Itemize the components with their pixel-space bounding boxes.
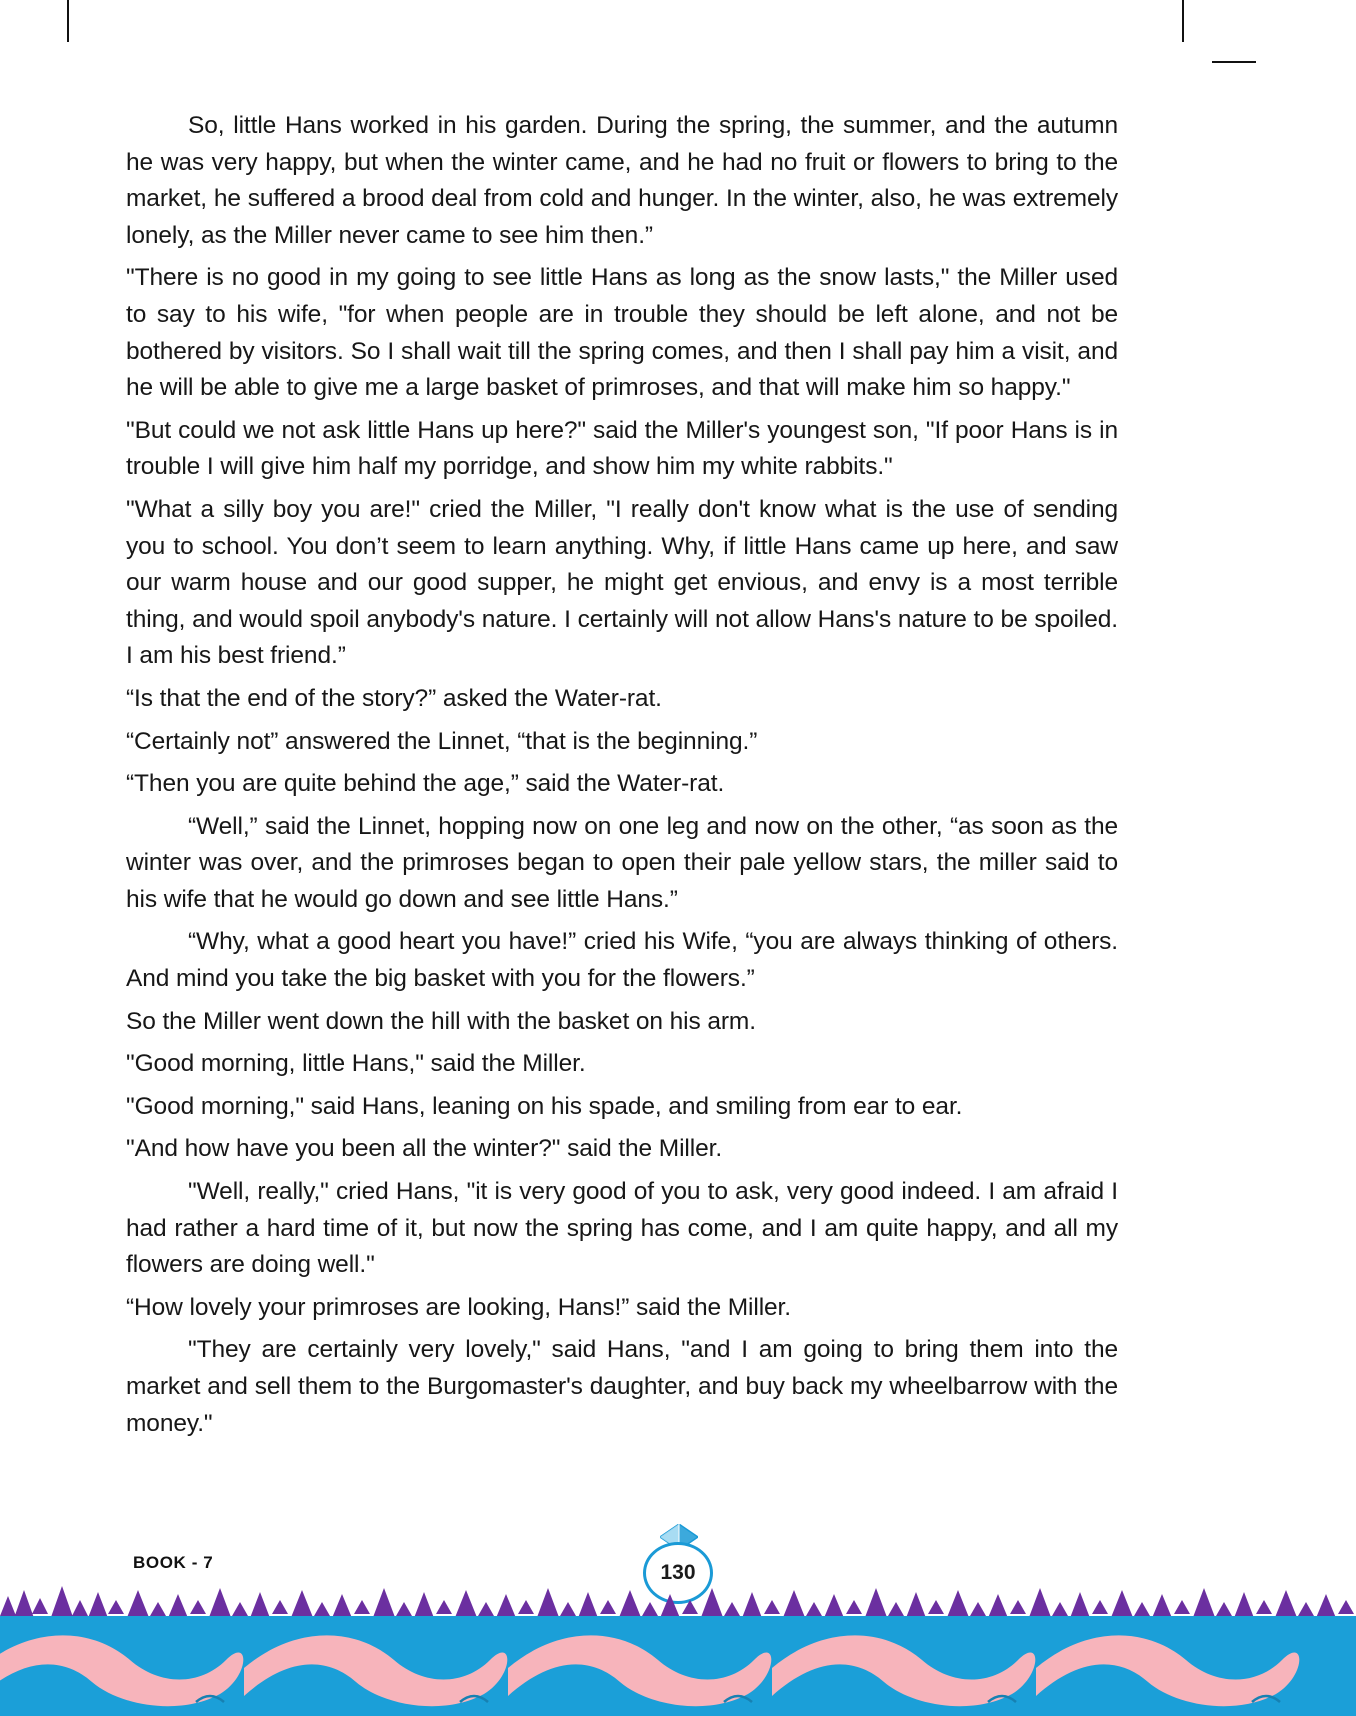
paragraph: "Good morning," said Hans, leaning on his spade, and smiling from ear to ear.: [126, 1092, 963, 1120]
paragraph: So the Miller went down the hill with the basket on his arm.: [126, 1007, 756, 1035]
paragraph: “Why, what a good heart you have!” cried his Wife, “you are always thinking of others. And mind you take the big basket with you for the flowers.”: [126, 928, 1118, 993]
paragraph: "Well, really," cried Hans, "it is very good of you to ask, very good indeed. I am afraid I had rather a hard time of it, but now the spring has come, and I am quite happy, and all my flowers are doing well.": [126, 1178, 1118, 1279]
paragraph: "Good morning, little Hans," said the Miller.: [126, 1050, 586, 1078]
paragraph: “Then you are quite behind the age,” said the Water-rat.: [126, 770, 725, 798]
paragraph: “How lovely your primroses are looking, Hans!” said the Miller.: [126, 1293, 791, 1321]
trees-and-waves-illustration: [0, 1556, 1356, 1716]
paragraph: “Well,” said the Linnet, hopping now on one leg and now on the other, “as soon as the winter was over, and the primroses began to open their pale yellow stars, the miller said to his wife that he would go down and see little Hans.”: [126, 812, 1118, 913]
crop-mark-top-right: [1182, 0, 1184, 42]
footer-decoration: [0, 1556, 1356, 1716]
tree-band: [0, 1586, 1354, 1620]
book-label: BOOK - 7: [133, 1553, 214, 1572]
paragraph: "What a silly boy you are!" cried the Miller, "I really don't know what is the use of sending you to school. You don’t seem to learn anything. Why, if little Hans came up here, and saw our warm house and our good supper, he might get envious, and envy is a most terrible thing, and would spoil anybody's nature. I certainly will not allow Hans's nature to be spoiled. I am his best friend.”: [126, 495, 1118, 670]
paragraph: "They are certainly very lovely," said Hans, "and I am going to bring them into the market and sell them to the Burgomaster's daughter, and buy back my wheelbarrow with the money.": [126, 1336, 1118, 1437]
paragraph: “Certainly not” answered the Linnet, “that is the beginning.”: [126, 727, 758, 755]
paragraph: "But could we not ask little Hans up here?" said the Miller's youngest son, "If poor Hans is in trouble I will give him half my porridge, and show him my white rabbits.": [126, 416, 1118, 481]
paragraph: "There is no good in my going to see little Hans as long as the snow lasts," the Miller used to say to his wife, "for when people are in trouble they should be left alone, and not be bothered by visitors. So I shall wait till the spring comes, and then I shall pay him a visit, and he will be able to give me a large basket of primroses, and that will make him so happy.": [126, 264, 1118, 402]
page-text-body: [126, 108, 1118, 1448]
paragraph: So, little Hans worked in his garden. During the spring, the summer, and the autumn he was very happy, but when the winter came, and he had no fruit or flowers to bring to the market, he suffered a brood deal from cold and hunger. In the winter, also, he was extremely lonely, as the Miller never came to see him then.”: [126, 112, 1118, 249]
crop-mark-top-left: [67, 0, 69, 42]
crop-mark-right: [1212, 61, 1256, 63]
paragraph: “Is that the end of the story?” asked the Water-rat.: [126, 684, 662, 712]
page-number: 130: [643, 1542, 713, 1604]
paragraph: "And how have you been all the winter?" said the Miller.: [126, 1135, 723, 1163]
